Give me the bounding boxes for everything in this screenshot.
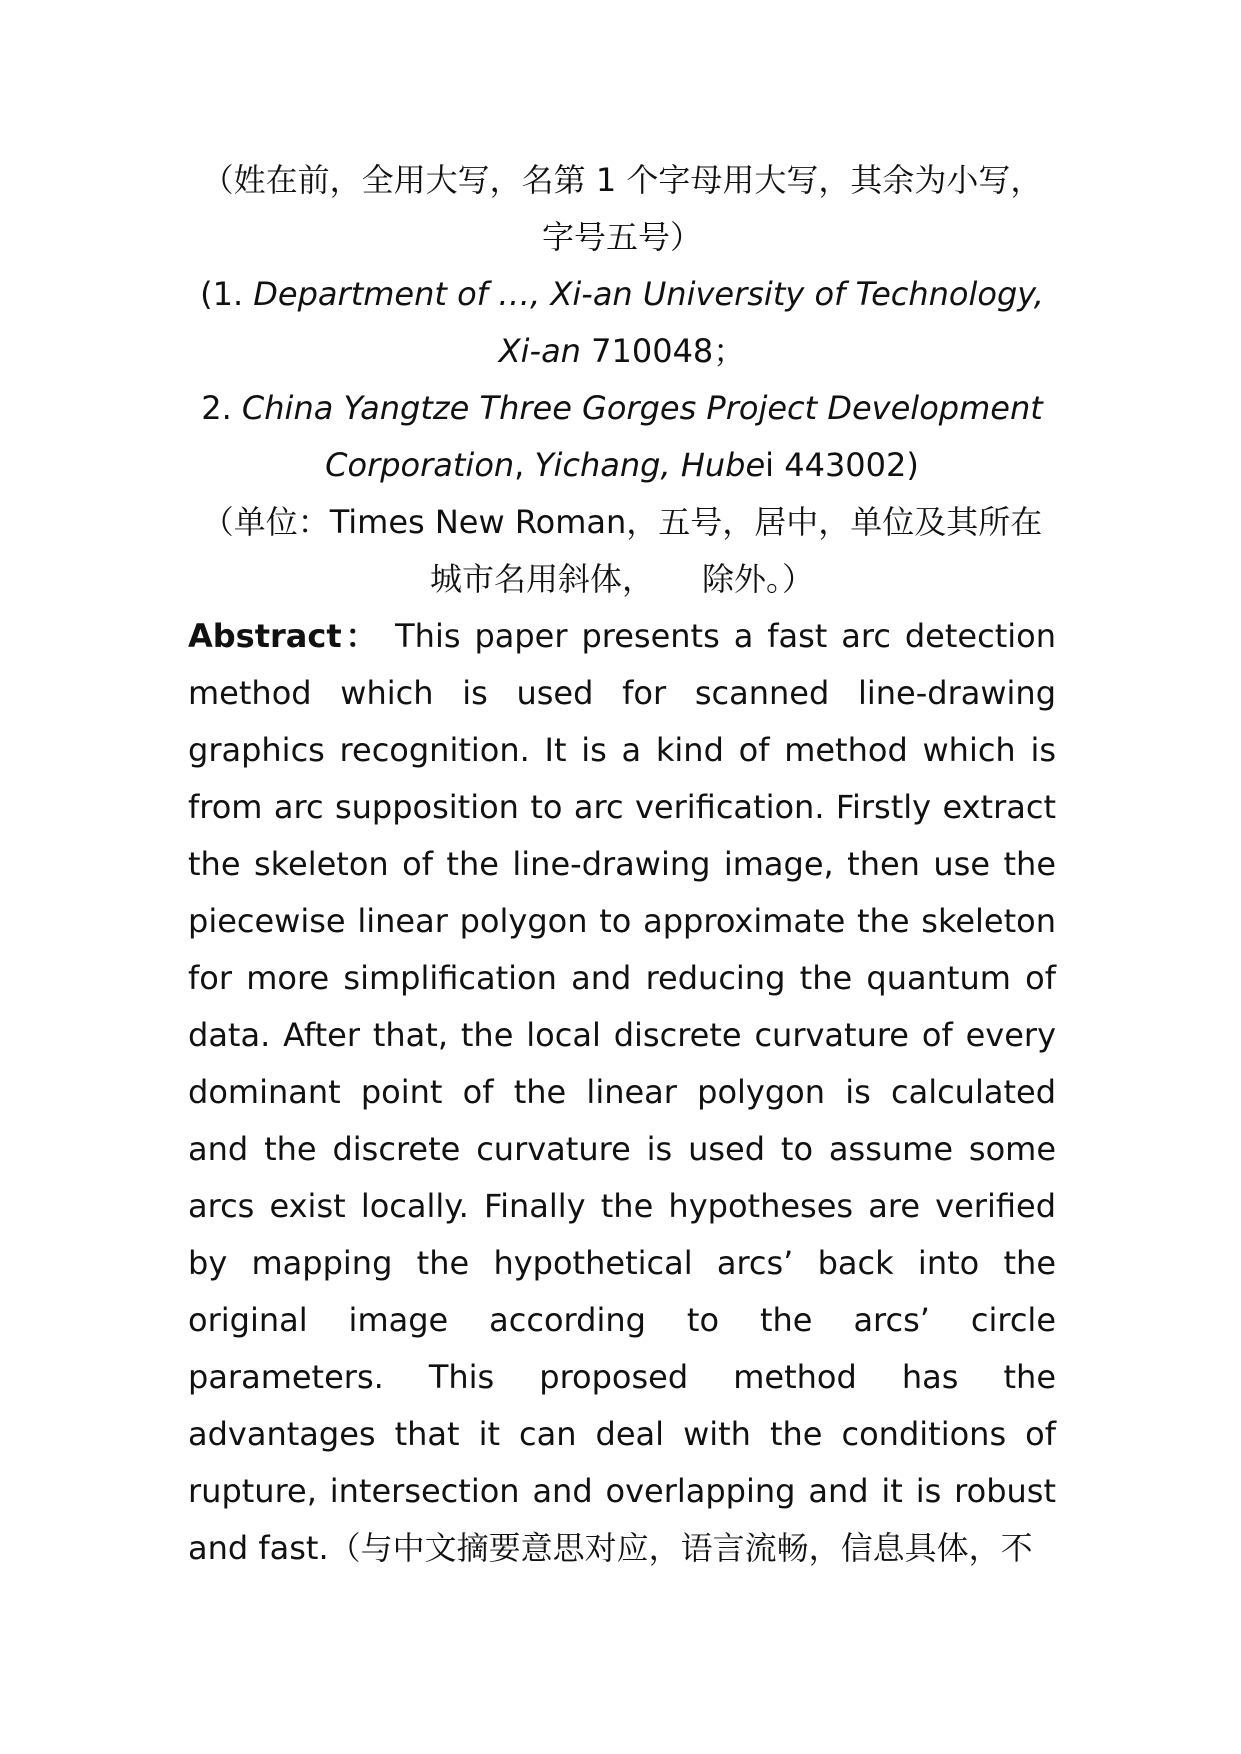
affiliation-postcode-2: i 443002) — [765, 446, 919, 484]
affiliation-city-1: Xi-an — [498, 332, 581, 370]
abstract-line: method which is used for scanned line-drawing — [188, 674, 1056, 712]
abstract-line: parameters. This proposed method has the — [188, 1358, 1056, 1396]
affiliation-postcode-1: 710048； — [580, 332, 746, 370]
affiliation-separator: , — [514, 446, 535, 484]
abstract-line: dominant point of the linear polygon is calculated — [188, 1073, 1056, 1111]
abstract-line: piecewise linear polygon to approximate the skeleton — [188, 902, 1056, 940]
affiliation-note-line-1: （单位：Times New Roman，五号，居中，单位及其所在 — [201, 503, 1043, 541]
abstract-line: the skeleton of the line-drawing image, then use the — [188, 845, 1056, 883]
abstract-line: from arc supposition to arc verification. Firstly extract — [188, 788, 1056, 826]
document-page — [188, 152, 1056, 1577]
author-note-line-2: 字号五号） — [541, 218, 702, 256]
author-note-line-1: （姓在前，全用大写，名第 1 个字母用大写，其余为小写， — [201, 161, 1043, 199]
affiliation-corporation: Corporation — [325, 446, 515, 484]
affiliation-line-3 — [188, 380, 1056, 437]
abstract-line: advantages that it can deal with the conditions of — [188, 1415, 1056, 1453]
affiliation-prefix-1: (1. — [200, 275, 254, 313]
abstract-line: by mapping the hypothetical arcs’ back into the — [188, 1244, 1056, 1282]
abstract-line: data. After that, the local discrete curvature of every — [188, 1016, 1056, 1054]
affiliation-company: China Yangtze Three Gorges Project Development — [241, 389, 1043, 427]
abstract-text: This paper presents a fast arc detection — [395, 617, 1056, 655]
abstract-label: Abstract： — [188, 617, 382, 655]
abstract-line: arcs exist locally. Finally the hypotheses are verified — [188, 1187, 1056, 1225]
abstract-line — [188, 608, 1056, 665]
affiliation-note-line-2: 城市名用斜体， 除外。） — [429, 560, 814, 598]
abstract-line: and fast.（与中文摘要意思对应，语言流畅，信息具体，不 — [188, 1529, 1033, 1567]
affiliation-line-4 — [188, 437, 1056, 494]
abstract-line: rupture, intersection and overlapping and it is robust — [188, 1472, 1056, 1510]
affiliation-city-2: Yichang, Hube — [534, 446, 766, 484]
abstract-line: for more simplification and reducing the quantum of — [188, 959, 1056, 997]
affiliation-department: Department of …, Xi-an University of Technology, — [253, 275, 1044, 313]
affiliation-line-2 — [188, 323, 1056, 380]
abstract-paragraph — [188, 608, 1056, 1577]
affiliation-prefix-2: 2. — [201, 389, 242, 427]
abstract-line: original image according to the arcs’ circle — [188, 1301, 1056, 1339]
affiliation-line-1 — [188, 266, 1056, 323]
abstract-line: and the discrete curvature is used to assume some — [188, 1130, 1056, 1168]
abstract-line: graphics recognition. It is a kind of method which is — [188, 731, 1056, 769]
